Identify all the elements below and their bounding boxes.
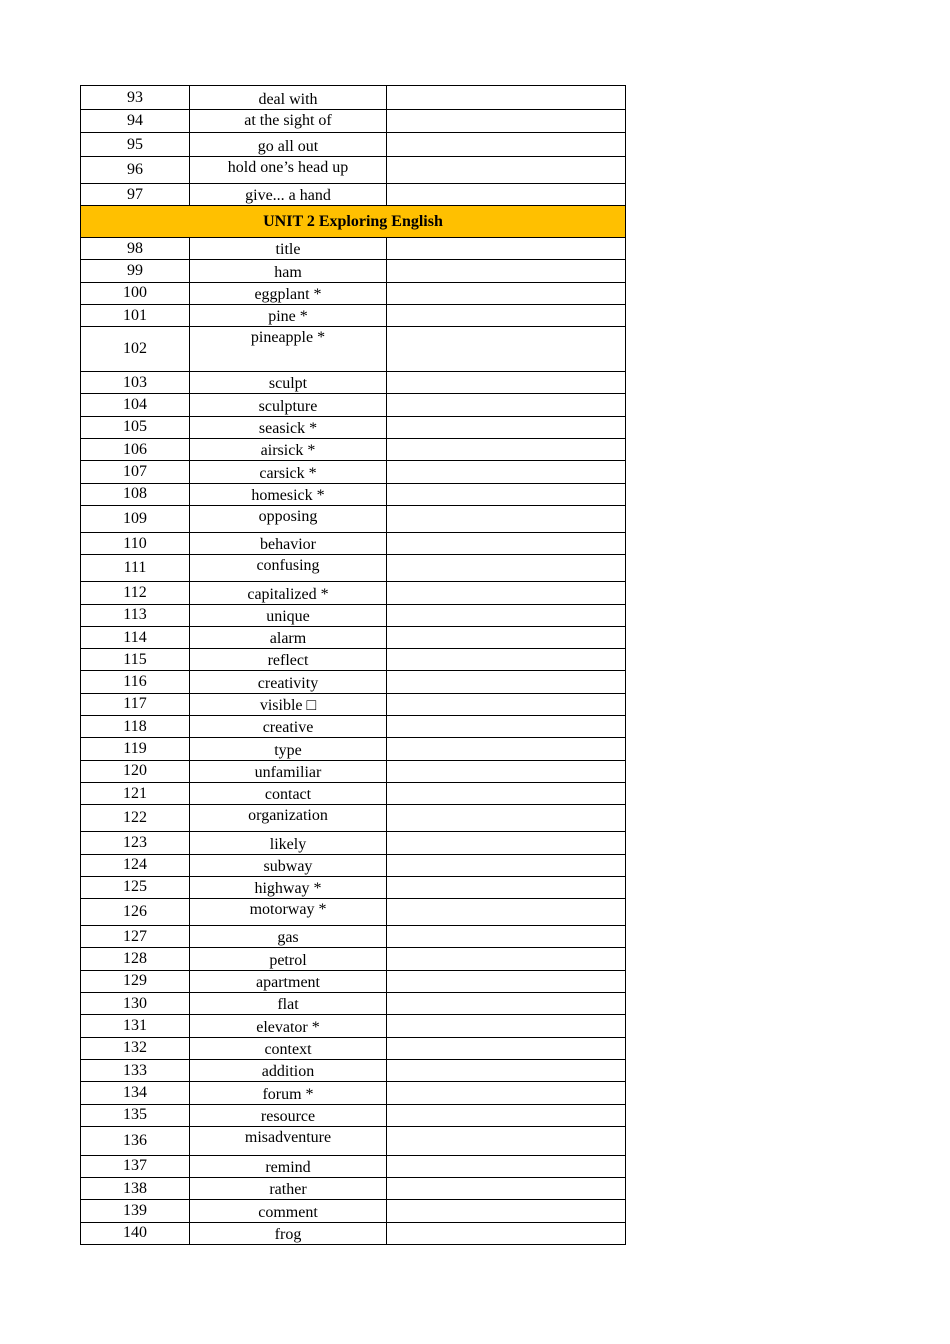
- entry-word: highway *: [190, 876, 387, 898]
- entry-blank-cell: [387, 327, 626, 372]
- entry-blank-cell: [387, 304, 626, 326]
- entry-number: 100: [81, 282, 190, 304]
- entry-number: 133: [81, 1059, 190, 1081]
- table-row: [81, 327, 626, 372]
- entry-blank-cell: [387, 483, 626, 505]
- entry-word: title: [190, 238, 387, 260]
- entry-number: 95: [81, 133, 190, 157]
- entry-word: homesick *: [190, 483, 387, 505]
- entry-blank-cell: [387, 1126, 626, 1155]
- table-row: [81, 394, 626, 416]
- entry-blank-cell: [387, 133, 626, 157]
- entry-blank-cell: [387, 505, 626, 532]
- entry-number: 99: [81, 260, 190, 282]
- entry-word: reflect: [190, 649, 387, 671]
- entry-blank-cell: [387, 282, 626, 304]
- entry-word: organization: [190, 805, 387, 832]
- table-row: [81, 832, 626, 854]
- table-row: [81, 1059, 626, 1081]
- entry-blank-cell: [387, 157, 626, 184]
- entry-word: comment: [190, 1200, 387, 1222]
- entry-word: behavior: [190, 532, 387, 554]
- entry-number: 136: [81, 1126, 190, 1155]
- table-row: [81, 1037, 626, 1059]
- entry-blank-cell: [387, 854, 626, 876]
- entry-number: 140: [81, 1222, 190, 1244]
- table-row: [81, 439, 626, 461]
- entry-word: ham: [190, 260, 387, 282]
- table-row: [81, 1178, 626, 1200]
- entry-number: 121: [81, 782, 190, 804]
- entry-word: likely: [190, 832, 387, 854]
- vocabulary-table-body: [81, 86, 626, 1245]
- entry-blank-cell: [387, 899, 626, 926]
- entry-number: 132: [81, 1037, 190, 1059]
- table-row: [81, 282, 626, 304]
- entry-number: 127: [81, 926, 190, 948]
- entry-word: seasick *: [190, 416, 387, 438]
- entry-number: 130: [81, 993, 190, 1015]
- table-row: [81, 1015, 626, 1037]
- entry-number: 98: [81, 238, 190, 260]
- entry-blank-cell: [387, 1155, 626, 1177]
- table-row: [81, 899, 626, 926]
- entry-number: 124: [81, 854, 190, 876]
- table-row: [81, 133, 626, 157]
- entry-blank-cell: [387, 876, 626, 898]
- entry-word: subway: [190, 854, 387, 876]
- table-row: [81, 304, 626, 326]
- entry-blank-cell: [387, 1178, 626, 1200]
- entry-blank-cell: [387, 260, 626, 282]
- entry-number: 106: [81, 439, 190, 461]
- entry-word: type: [190, 738, 387, 760]
- entry-word: creativity: [190, 671, 387, 693]
- table-row: [81, 260, 626, 282]
- table-row: [81, 483, 626, 505]
- entry-word: at the sight of: [190, 110, 387, 133]
- entry-word: rather: [190, 1178, 387, 1200]
- table-row: [81, 372, 626, 394]
- table-row: [81, 604, 626, 626]
- entry-blank-cell: [387, 461, 626, 483]
- entry-blank-cell: [387, 738, 626, 760]
- entry-number: 94: [81, 110, 190, 133]
- entry-number: 105: [81, 416, 190, 438]
- table-row: [81, 970, 626, 992]
- table-row: [81, 805, 626, 832]
- entry-number: 122: [81, 805, 190, 832]
- entry-number: 102: [81, 327, 190, 372]
- entry-word: pine *: [190, 304, 387, 326]
- entry-blank-cell: [387, 582, 626, 604]
- entry-number: 129: [81, 970, 190, 992]
- entry-word: carsick *: [190, 461, 387, 483]
- table-row: [81, 693, 626, 715]
- entry-word: unfamiliar: [190, 760, 387, 782]
- entry-word: hold one’s head up: [190, 157, 387, 184]
- table-row: [81, 1200, 626, 1222]
- entry-blank-cell: [387, 993, 626, 1015]
- entry-word: capitalized *: [190, 582, 387, 604]
- entry-word: elevator *: [190, 1015, 387, 1037]
- entry-blank-cell: [387, 1015, 626, 1037]
- entry-number: 131: [81, 1015, 190, 1037]
- entry-number: 93: [81, 86, 190, 110]
- entry-blank-cell: [387, 110, 626, 133]
- entry-word: addition: [190, 1059, 387, 1081]
- entry-word: gas: [190, 926, 387, 948]
- table-row: [81, 876, 626, 898]
- table-row: [81, 1082, 626, 1104]
- entry-blank-cell: [387, 238, 626, 260]
- table-row: [81, 716, 626, 738]
- entry-number: 109: [81, 505, 190, 532]
- entry-number: 125: [81, 876, 190, 898]
- table-row: [81, 993, 626, 1015]
- entry-number: 97: [81, 184, 190, 206]
- entry-word: context: [190, 1037, 387, 1059]
- entry-blank-cell: [387, 555, 626, 582]
- entry-word: deal with: [190, 86, 387, 110]
- entry-number: 137: [81, 1155, 190, 1177]
- entry-number: 118: [81, 716, 190, 738]
- entry-blank-cell: [387, 184, 626, 206]
- table-row: [81, 582, 626, 604]
- entry-blank-cell: [387, 626, 626, 648]
- table-row: [81, 505, 626, 532]
- entry-blank-cell: [387, 1059, 626, 1081]
- entry-blank-cell: [387, 805, 626, 832]
- entry-word: petrol: [190, 948, 387, 970]
- vocabulary-table: [80, 85, 626, 1245]
- entry-word: alarm: [190, 626, 387, 648]
- entry-word: remind: [190, 1155, 387, 1177]
- table-row: [81, 626, 626, 648]
- entry-number: 116: [81, 671, 190, 693]
- entry-word: sculpture: [190, 394, 387, 416]
- entry-blank-cell: [387, 926, 626, 948]
- entry-blank-cell: [387, 439, 626, 461]
- entry-word: go all out: [190, 133, 387, 157]
- entry-number: 123: [81, 832, 190, 854]
- entry-number: 108: [81, 483, 190, 505]
- entry-word: motorway *: [190, 899, 387, 926]
- unit-header-row: [81, 206, 626, 238]
- entry-word: sculpt: [190, 372, 387, 394]
- entry-word: give... a hand: [190, 184, 387, 206]
- entry-word: creative: [190, 716, 387, 738]
- entry-word: resource: [190, 1104, 387, 1126]
- table-row: [81, 926, 626, 948]
- entry-blank-cell: [387, 416, 626, 438]
- entry-blank-cell: [387, 1082, 626, 1104]
- entry-word: unique: [190, 604, 387, 626]
- entry-number: 104: [81, 394, 190, 416]
- entry-blank-cell: [387, 649, 626, 671]
- entry-blank-cell: [387, 1222, 626, 1244]
- table-row: [81, 782, 626, 804]
- table-row: [81, 238, 626, 260]
- entry-word: eggplant *: [190, 282, 387, 304]
- entry-word: visible □: [190, 693, 387, 715]
- entry-blank-cell: [387, 86, 626, 110]
- entry-blank-cell: [387, 832, 626, 854]
- entry-blank-cell: [387, 532, 626, 554]
- entry-number: 111: [81, 555, 190, 582]
- table-row: [81, 760, 626, 782]
- table-row: [81, 532, 626, 554]
- entry-number: 107: [81, 461, 190, 483]
- table-row: [81, 649, 626, 671]
- entry-word: flat: [190, 993, 387, 1015]
- entry-blank-cell: [387, 1104, 626, 1126]
- entry-word: apartment: [190, 970, 387, 992]
- entry-number: 115: [81, 649, 190, 671]
- table-row: [81, 157, 626, 184]
- entry-number: 96: [81, 157, 190, 184]
- table-row: [81, 110, 626, 133]
- entry-blank-cell: [387, 693, 626, 715]
- entry-number: 134: [81, 1082, 190, 1104]
- entry-number: 113: [81, 604, 190, 626]
- table-row: [81, 948, 626, 970]
- table-row: [81, 184, 626, 206]
- entry-number: 110: [81, 532, 190, 554]
- entry-word: confusing: [190, 555, 387, 582]
- table-row: [81, 416, 626, 438]
- entry-number: 101: [81, 304, 190, 326]
- entry-blank-cell: [387, 1200, 626, 1222]
- entry-blank-cell: [387, 716, 626, 738]
- entry-number: 126: [81, 899, 190, 926]
- entry-number: 139: [81, 1200, 190, 1222]
- table-row: [81, 1126, 626, 1155]
- entry-number: 114: [81, 626, 190, 648]
- table-row: [81, 461, 626, 483]
- entry-word: contact: [190, 782, 387, 804]
- table-row: [81, 854, 626, 876]
- entry-number: 103: [81, 372, 190, 394]
- entry-word: pineapple *: [190, 327, 387, 372]
- entry-number: 120: [81, 760, 190, 782]
- entry-word: forum *: [190, 1082, 387, 1104]
- table-row: [81, 671, 626, 693]
- entry-blank-cell: [387, 948, 626, 970]
- entry-word: airsick *: [190, 439, 387, 461]
- entry-blank-cell: [387, 760, 626, 782]
- entry-number: 112: [81, 582, 190, 604]
- table-row: [81, 738, 626, 760]
- entry-number: 135: [81, 1104, 190, 1126]
- unit-header: UNIT 2 Exploring English: [81, 206, 626, 238]
- entry-blank-cell: [387, 970, 626, 992]
- entry-word: misadventure: [190, 1126, 387, 1155]
- entry-blank-cell: [387, 671, 626, 693]
- entry-number: 138: [81, 1178, 190, 1200]
- table-row: [81, 1104, 626, 1126]
- table-row: [81, 1155, 626, 1177]
- entry-word: frog: [190, 1222, 387, 1244]
- entry-blank-cell: [387, 372, 626, 394]
- entry-blank-cell: [387, 604, 626, 626]
- table-row: [81, 1222, 626, 1244]
- table-row: [81, 86, 626, 110]
- entry-blank-cell: [387, 1037, 626, 1059]
- entry-number: 117: [81, 693, 190, 715]
- table-row: [81, 555, 626, 582]
- entry-number: 128: [81, 948, 190, 970]
- entry-blank-cell: [387, 394, 626, 416]
- entry-word: opposing: [190, 505, 387, 532]
- entry-blank-cell: [387, 782, 626, 804]
- entry-number: 119: [81, 738, 190, 760]
